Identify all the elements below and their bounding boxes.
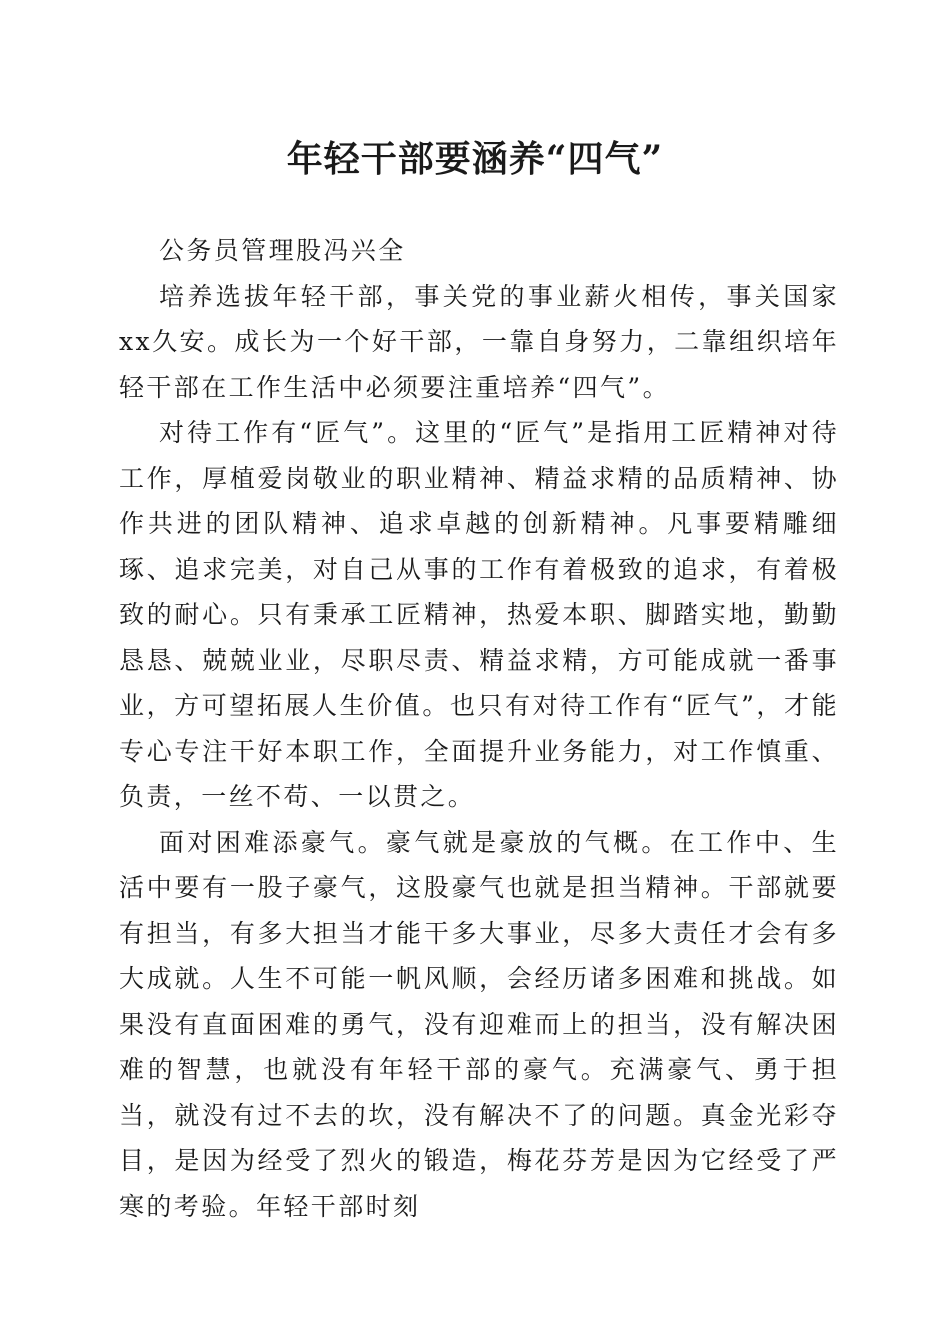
paragraph-intro: 培养选拔年轻干部，事关党的事业薪火相传，事关国家xx久安。成长为一个好干部，一靠自身努力，二靠组织培年轻干部在工作生活中必须要注重培养“四气”。 — [119, 281, 839, 402]
document-title: 年轻干部要涵养“四气” — [286, 138, 664, 180]
author-line: 公务员管理股冯兴全 — [159, 236, 406, 265]
paragraph-craftsmanship: 对待工作有“匠气”。这里的“匠气”是指用工匠精神对待工作，厚植爱岗敬业的职业精神、精益求精的品质精神、协作共进的团队精神、追求卓越的创新精神。凡事要精雕细琢、追求完美，对自己从事的工作有着极致的追求，有着极致的耐心。只有秉承工匠精神，热爱本职、脚踏实地，勤勤恳恳、兢兢业业，尽职尽责、精益求精，方可能成就一番事业，方可望拓展人生价值。也只有对待工作有“匠气”，才能专心专注干好本职工作，全面提升业务能力，对工作慎重、负责，一丝不苟、一以贯之。 — [119, 418, 839, 811]
document-body — [119, 228, 839, 1229]
paragraph-heroism: 面对困难添豪气。豪气就是豪放的气概。在工作中、生活中要有一股子豪气，这股豪气也就是担当精神。干部就要有担当，有多大担当才能干多大事业，尽多大责任才会有多大成就。人生不可能一帆风顺，会经历诸多困难和挑战。如果没有直面困难的勇气，没有迎难而上的担当，没有解决困难的智慧，也就没有年轻干部的豪气。充满豪气、勇于担当，就没有过不去的坎，没有解决不了的问题。真金光彩夺目，是因为经受了烈火的锻造，梅花芬芳是因为它经受了严寒的考验。年轻干部时刻 — [119, 827, 839, 1221]
